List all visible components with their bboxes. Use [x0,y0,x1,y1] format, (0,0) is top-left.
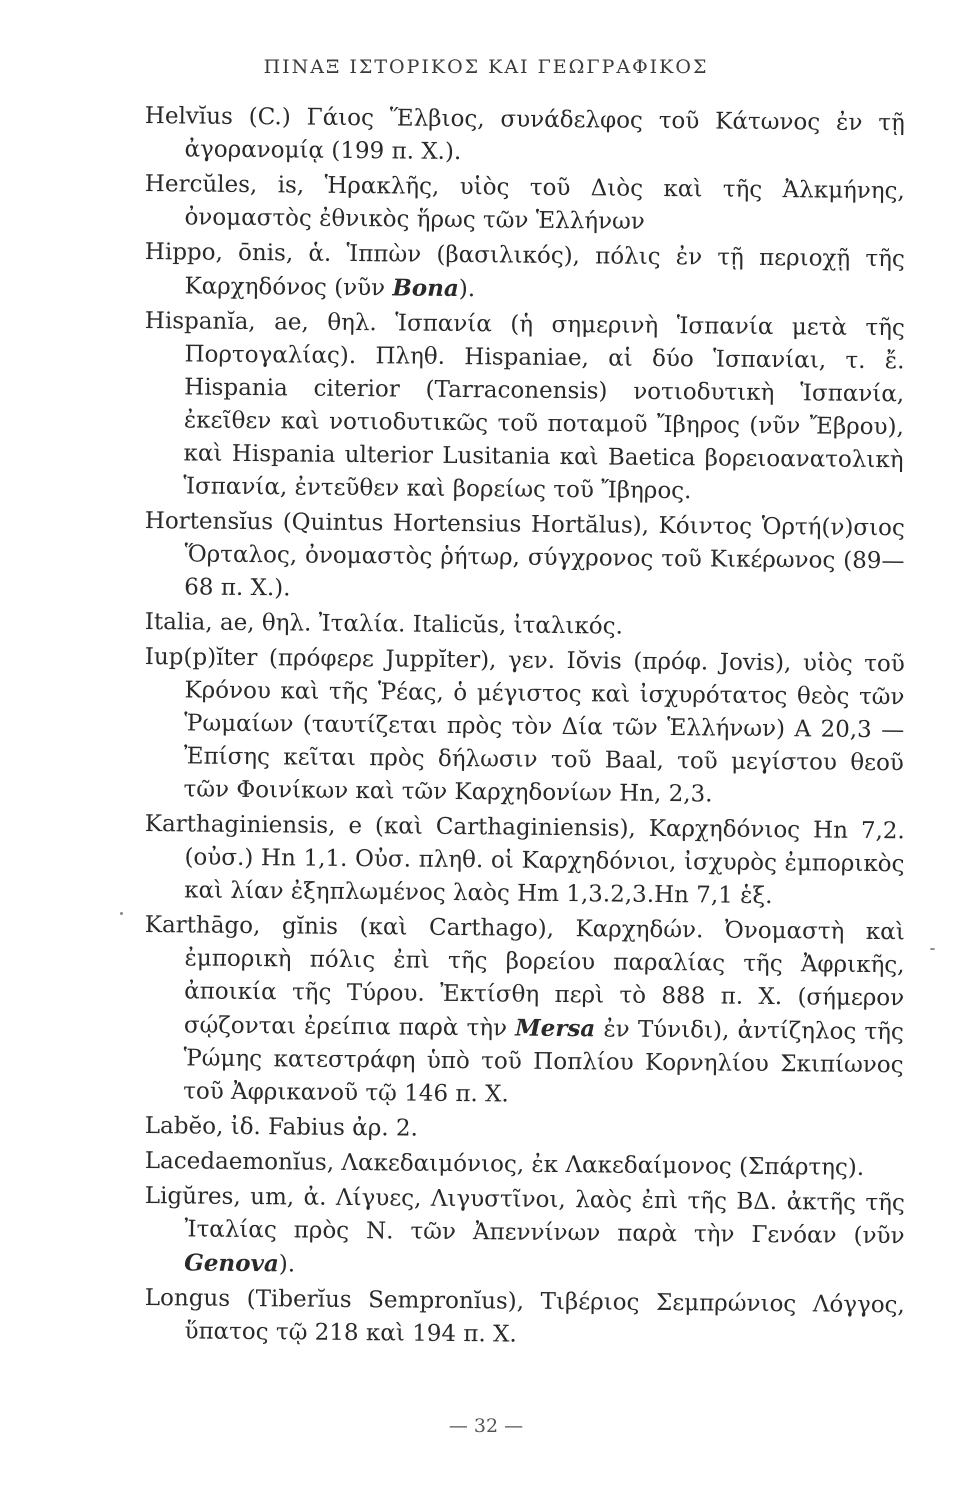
entry-text: Helvĭus (C.) Γάιος Ἕλβιος, συνάδελφος τοῦ Κάτωνος ἐν τῇ ἀγορανομίᾳ (199 π. Χ.). [144,102,905,166]
scan-speck [120,912,123,915]
entry-text: Iup(p)ĭter (πρόφερε Juppĭter), γεν. Iŏvis (πρόφ. Jovis), υἱὸς τοῦ Κρόνου καὶ τῆς Ῥέας, ὁ μέγιστος καὶ ἰσχυρότατος θεὸς τῶν Ῥωμαίων (ταυτίζεται πρὸς τὸν Δία τῶν Ἑλλήνων) A 20,3 —Ἐπίσης κεῖται πρὸς δήλωσιν τοῦ Baal, τοῦ μεγίστου θεοῦ τῶν Φοινίκων καὶ τῶν Καρχηδονίων Hn, 2,3. [144,643,905,808]
glossary-entry [144,1180,905,1287]
glossary-entry [144,808,905,914]
glossary-entry [145,1110,905,1150]
entry-text: Longus (Tiberĭus Sempronĭus), Τιβέριος Σεμπρώνιος Λόγγος, ὕπατος τῷ 218 καὶ 194 π. Χ. [144,1284,905,1348]
entry-text: Ligŭres, um, ἀ. Λίγυες, Λιγυστῖνοι, λαὸς ἐπὶ τῆς ΒΔ. ἀκτῆς τῆς Ἰταλίας πρὸς Ν. τῶν Ἀπεννίνων παρὰ τὴν Γενόαν (νῦν [144,1182,905,1250]
entry-text: Hortensĭus (Quintus Hortensius Hortălus), Κόιντος Ὁρτή(ν)σιος Ὅρταλος, ὀνομαστὸς ῥήτωρ, σύγχρονος τοῦ Κικέρωνος (89—68 π. Χ.). [144,507,905,602]
glossary-entry [144,505,905,611]
entry-text: ἐν Τύνιδι), ἀντίζηλος τῆς Ῥώμης κατεστράφη ὑπὸ τοῦ Ποπλίου Κορνηλίου Σκιπίωνος τοῦ Ἀφρικανοῦ τῷ 146 π. Χ. [183,1016,904,1108]
glossary-entry [144,236,905,310]
entry-text: Hercŭles, is, Ἡρακλῆς, υἱὸς τοῦ Διὸς καὶ τῆς Ἀλκμήνης, ὀνομαστὸς ἐθνικὸς ἥρως τῶν Ἑλλήνων [144,170,905,235]
entry-text: Italia, ae, θηλ. Ἰταλία. Italicŭs, ἰταλικός. [144,608,623,640]
running-head: ΠΙΝΑΞ ΙΣΤΟΡΙΚΟΣ ΚΑΙ ΓΕΩΓΡΑΦΙΚΟΣ [263,56,709,78]
entry-text: Hispanĭa, ae, θηλ. Ἱσπανία (ἡ σημερινὴ Ἱσπανία μετὰ τῆς Πορτογαλίας). Πληθ. Hispaniae, αἱ δύο Ἱσπανίαι, τ. ἔ. Hispania citerior (Tarraconensis) νοτιοδυτικὴ Ἱσπανία, ἐκεῖθεν καὶ νοτιοδυτικῶς τοῦ ποταμοῦ Ἴβηρος (νῦν Ἔβρου), καὶ Hispania ulterior Lusitania καὶ Baetica βορειοανατολικὴ Ἱσπανία, ἐντεῦθεν καὶ βορείως τοῦ Ἴβηρος. [144,307,905,505]
entry-text: Karthaginiensis, e (καὶ Carthaginiensis), Καρχηδόνιος Hn 7,2. (οὐσ.) Hn 1,1. Οὐσ. πληθ. οἱ Καρχηδόνιοι, ἰσχυρὸς ἐμπορικὸς καὶ λίαν ἐξηπλωμένος λαὸς Hm 1,3.2,3.Hn 7,1 ἑξ. [144,810,905,910]
entry-italic-term: Genova [184,1249,279,1278]
glossary-entry [144,168,905,241]
glossary-entries [145,100,905,1350]
glossary-entry [143,909,905,1115]
glossary-entry [145,606,905,646]
glossary-entry [143,641,905,813]
page-number: — 32 — [448,1415,524,1437]
glossary-entry [143,305,905,510]
entry-italic-term: Bona [392,274,459,303]
glossary-entry [144,100,905,173]
entry-text: ). [458,276,476,303]
entry-text: Karthāgo, gĭnis (καὶ Carthago), Καρχηδών. Ὀνομαστὴ καὶ ἐμπορικὴ πόλις ἐπὶ τῆς βορείου παραλίας τῆς Ἀφρικῆς, ἀποικία τῆς Τύρου. Ἐκτίσθη περὶ τὸ 888 π. Χ. (σήμερον σῴζονται ἐρείπια παρὰ τὴν [144,911,905,1042]
entry-italic-term: Mersa [515,1014,596,1043]
entry-text: ). [278,1251,296,1278]
glossary-entry [144,1282,905,1355]
entry-text: Labĕo, ἰδ. Fabius ἀρ. 2. [144,1112,418,1142]
entry-text: Hippo, ōnis, ἁ. Ἱππὼν (βασιλικός), πόλις ἐν τῇ περιοχῇ τῆς Καρχηδόνος (νῦν [144,238,905,302]
entry-text: Lacedaemonĭus, Λακεδαιμόνιος, ἐκ Λακεδαίμονος (Σπάρτης). [144,1147,865,1181]
scan-speck [930,948,935,950]
glossary-entry [145,1145,905,1185]
